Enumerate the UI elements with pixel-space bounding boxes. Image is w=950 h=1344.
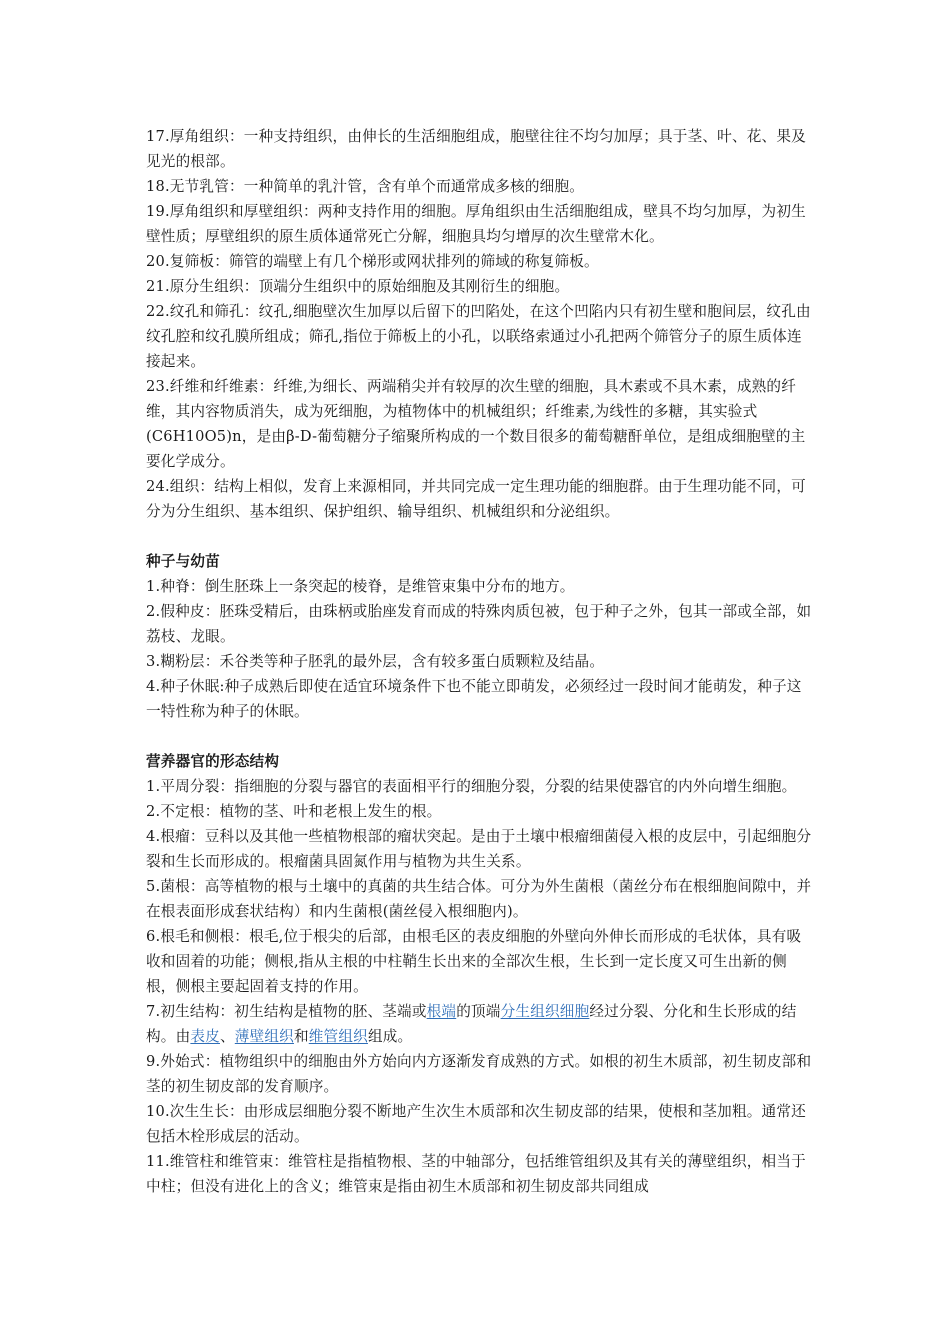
definition-entry: 18.无节乳管：一种简单的乳汁管，含有单个而通常成多核的细胞。	[146, 178, 585, 195]
definition-entry: 1.种脊：倒生胚珠上一条突起的棱脊，是维管束集中分布的地方。	[146, 578, 575, 595]
definition-entry: 3.糊粉层：禾谷类等种子胚乳的最外层，含有较多蛋白质颗粒及结晶。	[146, 653, 605, 670]
section-tissues	[146, 124, 814, 524]
section-heading: 种子与幼苗	[146, 553, 220, 570]
definition-entry: 21.原分生组织：顶端分生组织中的原始细胞及其刚衍生的细胞。	[146, 278, 570, 295]
definition-entry: 5.菌根：高等植物的根与土壤中的真菌的共生结合体。可分为外生菌根（菌丝分布在根细胞间隙中，并在根表面形成套状结构）和内生菌根(菌丝侵入根细胞内)。	[146, 878, 812, 920]
section-heading: 营养器官的形态结构	[146, 753, 280, 770]
link-parenchyma[interactable]: 薄壁组织	[234, 1028, 294, 1045]
definition-entry: 9.外始式：植物组织中的细胞由外方始向内方逐渐发育成熟的方式。如根的初生木质部，初生韧皮部和茎的初生韧皮部的发育顺序。	[146, 1053, 812, 1095]
entry-text: 的顶端	[456, 1003, 501, 1020]
link-meristem-cells[interactable]: 分生组织细胞	[500, 1003, 590, 1020]
definition-entry: 1.平周分裂：指细胞的分裂与器官的表面相平行的细胞分裂，分裂的结果使器官的内外向增生细胞。	[146, 778, 797, 795]
definition-entry: 4.种子休眠:种子成熟后即使在适宜环境条件下也不能立即萌发，必须经过一段时间才能萌发，种子这一特性称为种子的休眠。	[146, 678, 802, 720]
section-vegetative-organs	[146, 749, 814, 1199]
spacer	[146, 524, 814, 549]
definition-entry: 24.组织：结构上相似，发育上来源相同，并共同完成一定生理功能的细胞群。由于生理功能不同，可分为分生组织、基本组织、保护组织、输导组织、机械组织和分泌组织。	[146, 478, 806, 520]
definition-entry: 11.维管柱和维管束：维管柱是指植物根、茎的中轴部分，包括维管组织及其有关的薄壁组织，相当于中柱；但没有进化上的含义；维管束是指由初生木质部和初生韧皮部共同组成	[146, 1153, 806, 1195]
entry-text: 经过分裂、分化和生长形成的结构。由	[146, 1003, 797, 1045]
spacer	[146, 724, 814, 749]
entry-text: 组成。	[367, 1028, 413, 1045]
definition-entry-with-links	[146, 999, 814, 1049]
definition-entry: 10.次生生长：由形成层细胞分裂不断地产生次生木质部和次生韧皮部的结果，使根和茎加粗。通常还包括木栓形成层的活动。	[146, 1103, 806, 1145]
definition-entry: 20.复筛板：筛管的端壁上有几个梯形或网状排列的筛域的称复筛板。	[146, 253, 599, 270]
definition-entry: 2.假种皮：胚珠受精后，由珠柄或胎座发育而成的特殊肉质包被，包于种子之外，包其一部或全部，如荔枝、龙眼。	[146, 603, 812, 645]
definition-entry: 17.厚角组织：一种支持组织，由伸长的生活细胞组成，胞壁往往不均匀加厚；具于茎、叶、花、果及见光的根部。	[146, 128, 806, 170]
entry-text: 、	[219, 1028, 235, 1045]
definition-entry: 4.根瘤：豆科以及其他一些植物根部的瘤状突起。是由于土壤中根瘤细菌侵入根的皮层中，引起细胞分裂和生长而形成的。根瘤菌具固氮作用与植物为共生关系。	[146, 828, 812, 870]
definition-entry: 2.不定根：植物的茎、叶和老根上发生的根。	[146, 803, 442, 820]
definition-entry: 23.纤维和纤维素：纤维,为细长、两端稍尖并有较厚的次生壁的细胞，具木素或不具木素，成熟的纤维，其内容物质消失，成为死细胞，为植物体中的机械组织；纤维素,为线性的多糖，其实验式(C6H10O5)n，是由β-D-葡萄糖分子缩聚所构成的一个数目很多的葡萄糖酐单位，是组成细胞壁的主要化学成分。	[146, 378, 806, 470]
link-epidermis[interactable]: 表皮	[190, 1028, 220, 1045]
definition-entry: 22.纹孔和筛孔：纹孔,细胞壁次生加厚以后留下的凹陷处，在这个凹陷内只有初生壁和胞间层，纹孔由纹孔腔和纹孔膜所组成；筛孔,指位于筛板上的小孔，以联络索通过小孔把两个筛管分子的原生质体连接起来。	[146, 303, 811, 370]
link-root-tip[interactable]: 根端	[426, 1003, 457, 1020]
definition-entry: 6.根毛和侧根：根毛,位于根尖的后部，由根毛区的表皮细胞的外壁向外伸长而形成的毛状体，具有吸收和固着的功能；侧根,指从主根的中柱鞘生长出来的全部次生根，生长到一定长度又可生出新的侧根，侧根主要起固着支持的作用。	[146, 928, 802, 995]
document-page	[146, 124, 814, 1199]
section-seeds	[146, 549, 814, 724]
entry-text: 7.初生结构：初生结构是植物的胚、茎端或	[146, 1003, 427, 1020]
entry-text: 和	[293, 1028, 309, 1045]
definition-entry: 19.厚角组织和厚壁组织：两种支持作用的细胞。厚角组织由生活细胞组成，壁具不均匀加厚，为初生壁性质；厚壁组织的原生质体通常死亡分解，细胞具均匀增厚的次生壁常木化。	[146, 203, 806, 245]
link-vascular-tissue[interactable]: 维管组织	[308, 1028, 368, 1045]
